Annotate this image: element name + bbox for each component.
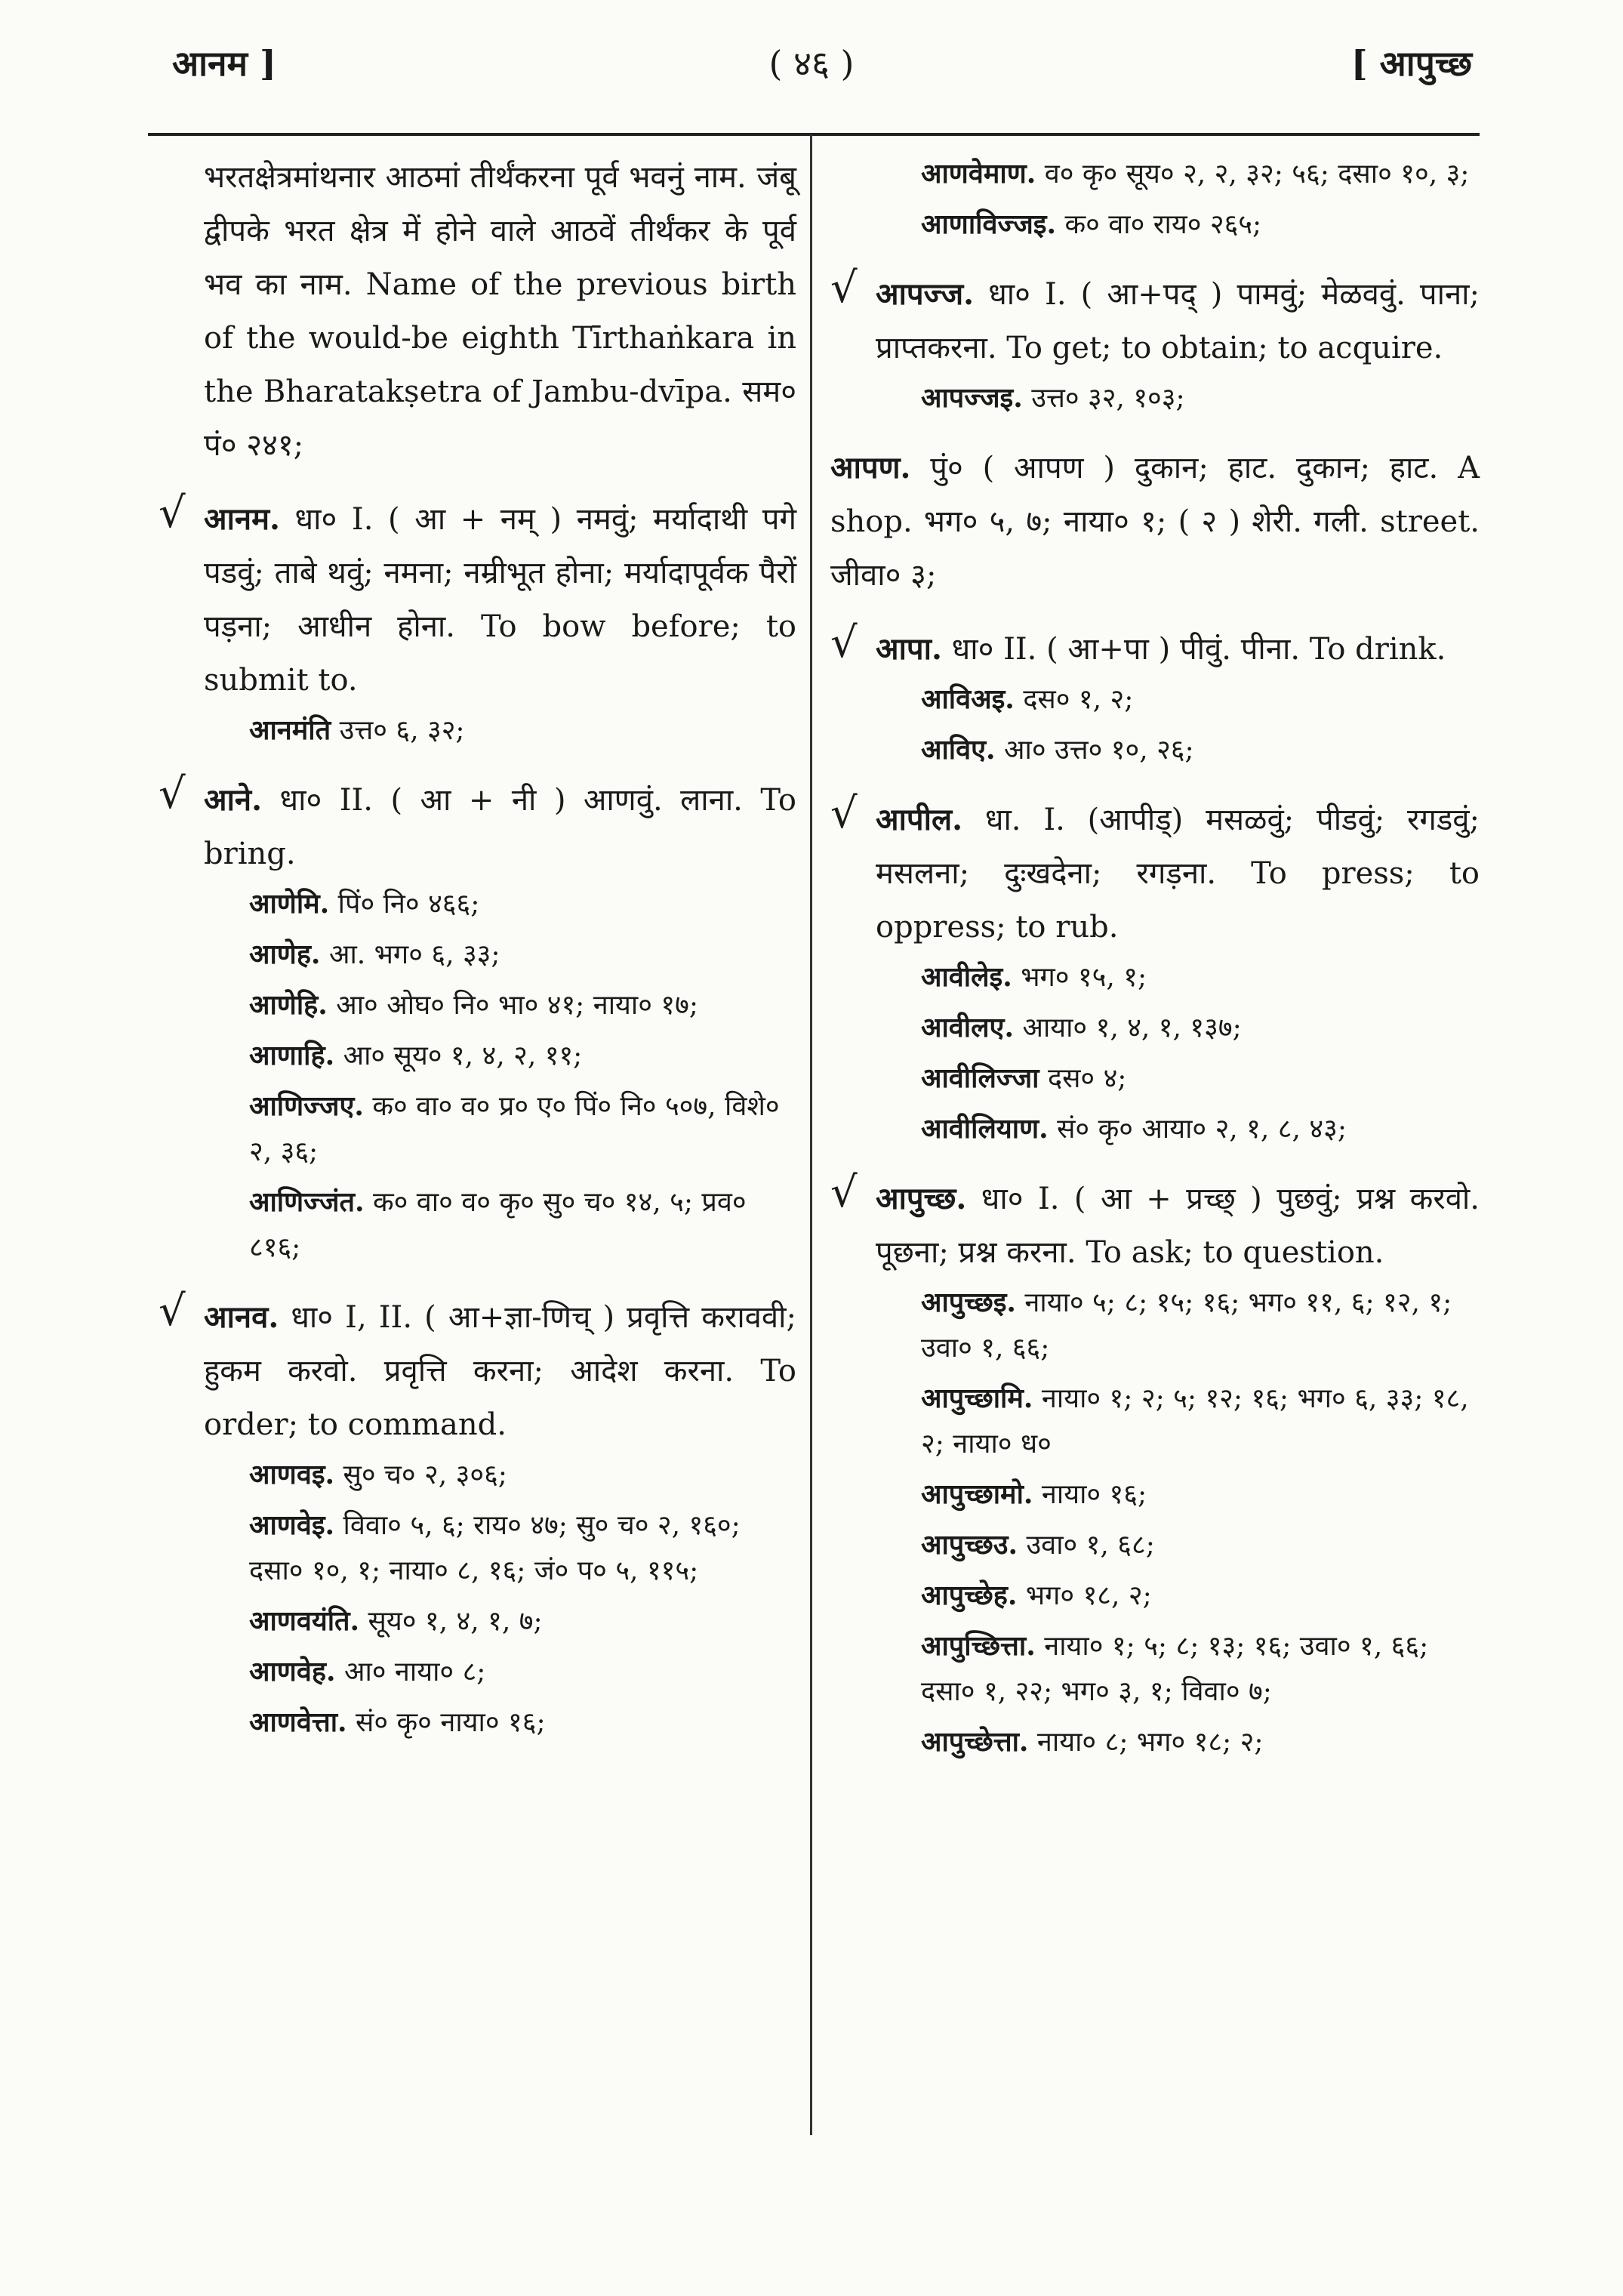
dictionary-entry: [159, 769, 797, 1271]
citation-line: [204, 982, 796, 1028]
dictionary-entry: [159, 1287, 796, 1746]
citation-reference: नाया० १; ५; ८; १३; १६; उवा० १, ६६; दसा० १, २२; भग० ३, १; विवा० ७;: [921, 1631, 1429, 1707]
dictionary-entry: [830, 1168, 1480, 1765]
citation-form: आनमंति: [249, 714, 331, 746]
citation-reference: उत्त० ३२, १०३;: [1031, 383, 1185, 414]
citation-line: [876, 1376, 1480, 1467]
header-rule: [148, 133, 1480, 136]
citation-form: आणवेत्ता.: [249, 1706, 347, 1738]
citation-line: [876, 727, 1480, 773]
entry-definition: [204, 1290, 796, 1452]
citation-line: [876, 1280, 1480, 1371]
check-mark-icon: √: [159, 769, 186, 818]
citation-reference: आ० उत्त० १०, २६;: [1004, 735, 1194, 766]
definition-text: पुं० ( आपण ) दुकान; हाट. दुकान; हाट. A shop. भग० ५, ७; नाया० १; ( २ ) शेरी. गली. street. जीवा० ३;: [830, 451, 1480, 593]
column-divider: [810, 134, 812, 2135]
citation-form: आणवेह.: [249, 1656, 336, 1687]
citation-line: [876, 676, 1480, 723]
entry-definition: [876, 793, 1480, 954]
entry-definition: [830, 441, 1480, 603]
citation-form: आणाविज्जइ.: [921, 208, 1056, 240]
citation-reference: दस० १, २;: [1023, 684, 1134, 715]
entry-headword: आनम.: [204, 501, 280, 537]
citation-form: आपुच्छामि.: [921, 1382, 1033, 1414]
entry-definition: [876, 1172, 1480, 1280]
citation-reference: नाया० ५; ८; १५; १६; भग० ११, ६; १२, १; उवा० १, ६६;: [921, 1287, 1452, 1364]
entry-headword: आपा.: [876, 631, 942, 667]
entry-definition: [876, 622, 1480, 676]
entry-definition: [204, 151, 796, 473]
citation-reference: सं० कृ० नाया० १६;: [356, 1707, 546, 1738]
citation-reference: विवा० ५, ६; राय० ४७; सु० च० २, १६०; दसा० १०, १; नाया० ८, १६; जं० प० ५, ११५;: [249, 1510, 741, 1586]
entry-headword: आनव.: [204, 1299, 279, 1335]
citation-line: [876, 1522, 1480, 1568]
citation-line: [876, 1573, 1480, 1619]
header-right-word: [ आपुच्छ: [1350, 43, 1472, 84]
citation-line: [204, 1179, 796, 1271]
dictionary-entry: [159, 151, 796, 473]
citation-form: आणेमि.: [249, 888, 330, 920]
citation-reference: उवा० १, ६८;: [1026, 1530, 1155, 1561]
citation-reference: आ० सूय० १, ४, २, ११;: [343, 1040, 583, 1071]
left-column: [159, 151, 796, 1765]
check-mark-icon: √: [830, 618, 858, 667]
citation-reference: नाया० १६;: [1041, 1479, 1147, 1510]
header-left-word: आनम ]: [172, 43, 276, 84]
check-mark-icon: √: [830, 1168, 858, 1217]
citation-reference: सूय० १, ४, १, ७;: [368, 1606, 543, 1637]
citation-form: आणवइ.: [249, 1459, 335, 1490]
citation-line: [204, 707, 796, 754]
citation-form: आपज्जइ.: [921, 382, 1023, 414]
page-number: ( ४६ ): [768, 43, 855, 84]
citation-line: [204, 1598, 796, 1644]
page-header: [0, 0, 1623, 128]
citation-form: आणवेइ.: [249, 1509, 335, 1541]
citation-form: आपुच्छेह.: [921, 1579, 1018, 1611]
citation-line: [204, 1033, 796, 1079]
citation-reference: दस० ४;: [1047, 1063, 1127, 1094]
citation-line: [204, 1502, 796, 1594]
citation-form: आणाहि.: [249, 1040, 335, 1071]
citation-reference: सं० कृ० आया० २, १, ८, ४३;: [1057, 1114, 1347, 1145]
citation-form: आणेह.: [249, 938, 321, 970]
entry-headword: आने.: [204, 782, 263, 818]
citation-line: [876, 1472, 1480, 1518]
citation-line: [876, 375, 1480, 421]
entry-headword: आपज्ज.: [876, 276, 975, 312]
citation-form: आणिज्जंत.: [249, 1186, 365, 1218]
citation-reference: क० वा० व० कृ० सु० च० १४, ५; प्रव० ८१६;: [249, 1187, 747, 1263]
citation-form: आवीलियाण.: [921, 1113, 1049, 1145]
citation-line: [204, 1700, 796, 1746]
check-mark-icon: √: [830, 789, 858, 838]
citation-reference: क० वा० व० प्र० ए० पिं० नि० ५०७, विशे० २, ३६;: [249, 1091, 780, 1167]
citation-reference: सु० च० २, ३०६;: [343, 1459, 507, 1490]
citation-form: आविअइ.: [921, 683, 1015, 715]
citation-form: आवीलए.: [921, 1012, 1014, 1043]
citation-line: [204, 932, 796, 978]
citation-form: आणेहि.: [249, 989, 328, 1021]
citation-form: आपुच्छउ.: [921, 1529, 1018, 1561]
citation-form: आपुच्छित्ता.: [921, 1630, 1036, 1662]
citation-form: आणवयंति.: [249, 1605, 360, 1637]
citation-reference: नाया० १; २; ५; १२; १६; भग० ६, ३३; १८, २; नाया० ध०: [921, 1383, 1469, 1459]
citation-line: [204, 1452, 796, 1498]
definition-text: धा० II. ( आ + नी ) आणवुं. लाना. To bring.: [204, 783, 797, 871]
citation-line: [876, 1719, 1480, 1765]
entry-headword: आपण.: [830, 450, 911, 485]
dictionary-entry: [830, 151, 1480, 248]
definition-text: धा० I. ( आ + नम् ) नमवुं; मर्यादाथी पगे पडवुं; ताबे थवुं; नमना; नम्रीभूत होना; मर्यादापूर्वक पैरों पड़ना; आधीन होना. To bow before; to submit to.: [204, 502, 797, 698]
definition-text: धा० I, II. ( आ+ज्ञा-णिच् ) प्रवृत्ति कराववी; हुकम करवो. प्रवृत्ति करना; आदेश करना. To order; to command.: [204, 1300, 796, 1442]
citation-reference: आया० १, ४, १, १३७;: [1022, 1012, 1242, 1043]
citation-form: आपुच्छेत्ता.: [921, 1726, 1029, 1758]
citation-form: आणिज्जए.: [249, 1090, 364, 1122]
citation-line: [876, 1106, 1480, 1152]
citation-reference: क० वा० राय० २६५;: [1064, 209, 1262, 240]
citation-reference: आ० ओघ० नि० भा० ४१; नाया० १७;: [336, 990, 698, 1021]
citation-reference: आ. भग० ६, ३३;: [328, 939, 500, 970]
entry-definition: [204, 773, 796, 881]
right-column: [830, 151, 1480, 1785]
citation-reference: उत्त० ६, ३२;: [339, 715, 465, 746]
citation-line: [204, 1649, 796, 1695]
citation-line: [204, 881, 796, 927]
citation-form: आणवेमाण.: [921, 158, 1036, 190]
dictionary-entry: [830, 618, 1480, 773]
citation-form: आवीलिज्जा: [921, 1062, 1039, 1094]
definition-text: धा० I. ( आ + प्रच्छ् ) पुछवुं; प्रश्न करवो. पूछना; प्रश्न करना. To ask; to question.: [876, 1182, 1480, 1270]
check-mark-icon: √: [159, 1287, 186, 1336]
citation-line: [876, 151, 1480, 197]
definition-text: धा० II. ( आ+पा ) पीवुं. पीना. To drink.: [951, 632, 1446, 667]
citation-reference: नाया० ८; भग० १८; २;: [1036, 1727, 1264, 1758]
citation-line: [876, 1056, 1480, 1102]
dictionary-entry: [830, 264, 1480, 421]
citation-line: [204, 1083, 796, 1175]
entry-definition: [204, 492, 796, 707]
definition-text: धा० I. ( आ+पद् ) पामवुं; मेळववुं. पाना; प्राप्तकरना. To get; to obtain; to acquire.: [876, 277, 1480, 365]
citation-reference: पिं० नि० ४६६;: [337, 889, 480, 920]
citation-form: आविए.: [921, 734, 996, 766]
dictionary-entry: [159, 488, 797, 754]
citation-line: [876, 1005, 1480, 1051]
citation-line: [876, 954, 1480, 1000]
citation-reference: व० कृ० सूय० २, २, ३२; ५६; दसा० १०, ३;: [1044, 159, 1470, 190]
entry-headword: आपील.: [876, 802, 963, 837]
dictionary-entry: [830, 789, 1480, 1152]
check-mark-icon: √: [830, 264, 858, 313]
definition-text: भरतक्षेत्रमांथनार आठमां तीर्थंकरना पूर्व भवनुं नाम. जंबू द्वीपके भरत क्षेत्र में होने वाले आठवें तीर्थंकर के पूर्व भव का नाम. Name of the previous birth of the would-be eighth Tīrthaṅkara in the Bharatakṣetra of Jambu-dvīpa. सम० पं० २४१;: [204, 160, 796, 463]
entry-definition: [876, 267, 1480, 375]
citation-reference: भग० १५, १;: [1021, 962, 1147, 993]
citation-line: [876, 202, 1480, 248]
citation-form: आपुच्छामो.: [921, 1478, 1033, 1510]
citation-form: आपुच्छइ.: [921, 1287, 1016, 1318]
dictionary-entry: [830, 441, 1480, 603]
citation-form: आवीलेइ.: [921, 961, 1012, 993]
citation-reference: भग० १८, २;: [1025, 1580, 1152, 1611]
entry-headword: आपुच्छ.: [876, 1181, 967, 1216]
citation-line: [876, 1623, 1480, 1715]
citation-reference: आ० नाया० ८;: [343, 1657, 486, 1687]
definition-text: धा. I. (आपीड्) मसळवुं; पीडवुं; रगडवुं; मसलना; दुःखदेना; रगड़ना. To press; to oppress; to rub.: [876, 803, 1480, 945]
check-mark-icon: √: [159, 488, 186, 538]
